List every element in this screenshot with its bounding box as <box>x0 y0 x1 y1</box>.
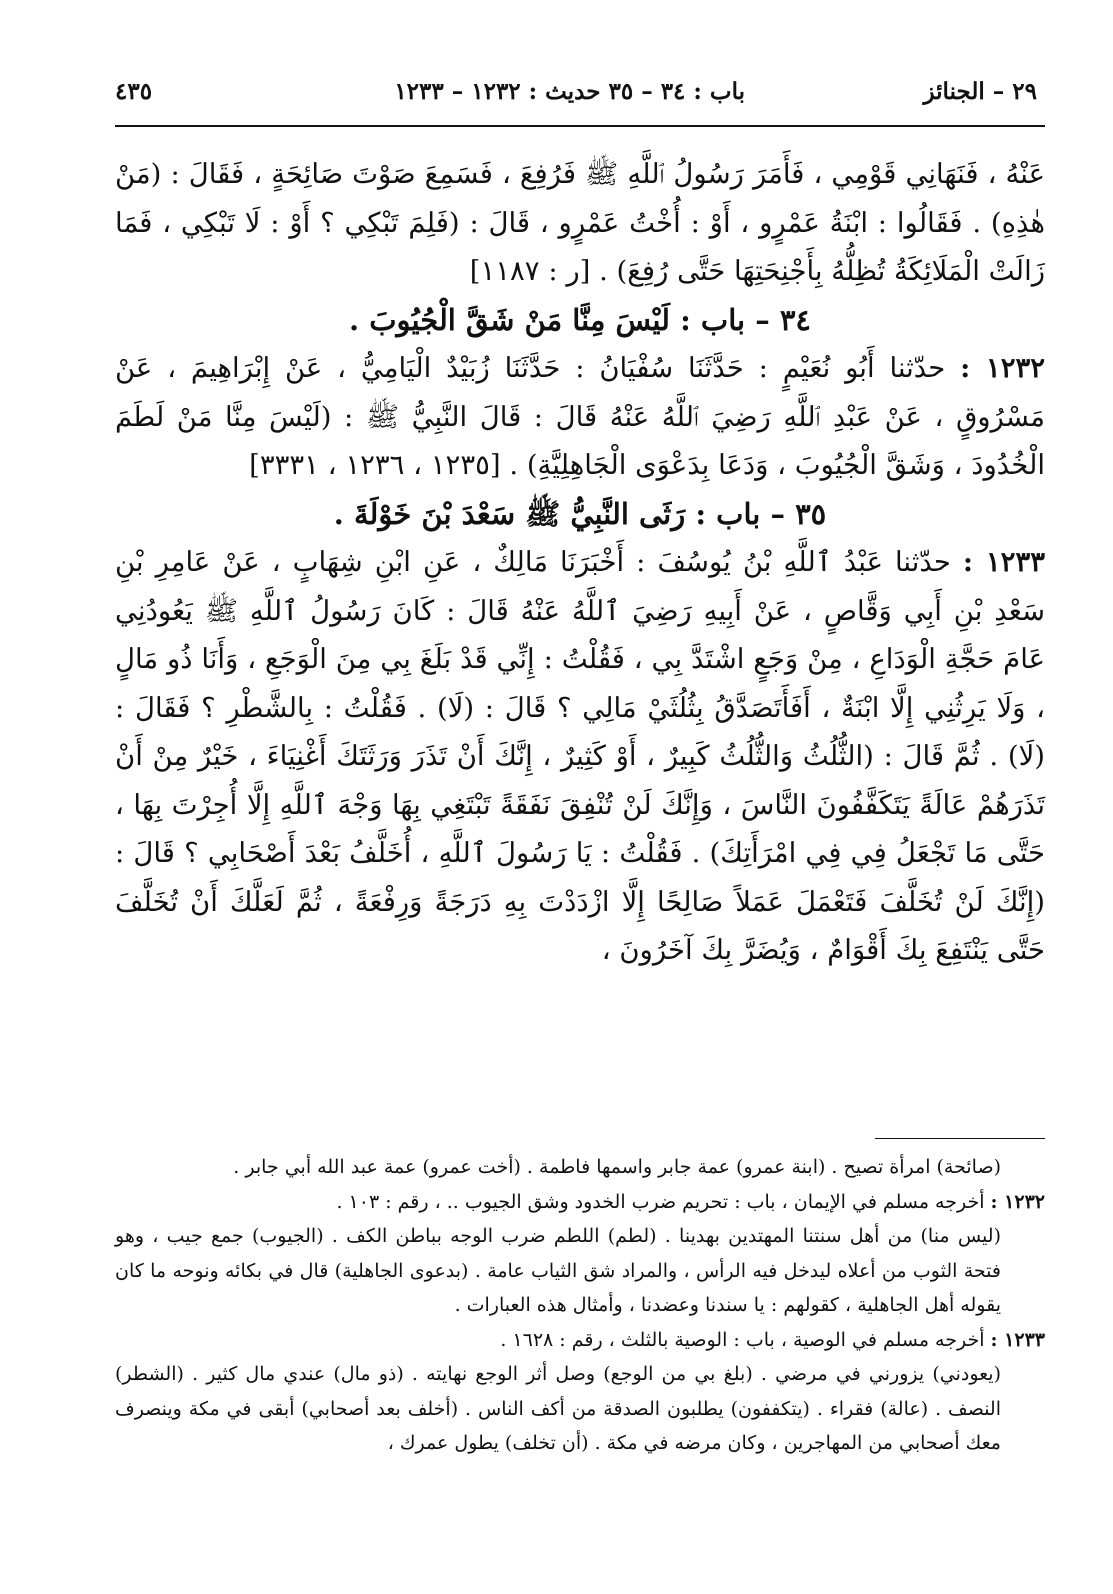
chapter-title: ٢٩ – الجنائز <box>923 78 1037 105</box>
chapter-hadith-reference: باب : ٣٤ – ٣٥ حديث : ١٢٣٢ – ١٢٣٣ <box>394 78 745 105</box>
footnote-1232-gloss: (ليس منا) من أهل سنتنا المهتدين بهدينا . (لطم) اللطم ضرب الوجه بباطن الكف . (الجيوب) جمع جيب ، وهو فتحة الثوب من أعلاه ليدخل فيه الرأس ، والمراد شق الثياب عامة . (بدعوى الجاهلية) قال في بكائه ونوحه ما كان يقوله أهل الجاهلية ، كقولهم : يا سندنا وعضدنا ، وأمثال هذه العبارات . <box>115 1225 1001 1316</box>
hadith-1233 <box>115 538 1045 975</box>
footnotes <box>115 1150 1045 1461</box>
running-header <box>115 78 1045 112</box>
chapter-34-heading: ٣٤ – باب : لَيْسَ مِنَّا مَنْ شَقَّ الْجُيُوبَ . <box>349 302 811 337</box>
book-page <box>115 0 1045 1594</box>
header-divider <box>115 125 1045 127</box>
main-text <box>115 150 1045 975</box>
hadith-1233-text: حدّثنا عَبْدُ ٱللَّهِ بْنُ يُوسُفَ : أَخْبَرَنَا مَالِكٌ ، عَنِ ابْنِ شِهَابٍ ، عَنْ عَامِرِ بْنِ سَعْدِ بْنِ أَبِي وَقَّاصٍ ، عَنْ أَبِيهِ رَضِيَ ٱللَّهُ عَنْهُ قَالَ : كَانَ رَسُولُ ٱللَّهِ ﷺ يَعُودُنِي عَامَ حَجَّةِ الْوَدَاعِ ، مِنْ وَجَعٍ اشْتَدَّ بِي ، فَقُلْتُ : إِنِّي قَدْ بَلَغَ بِي مِنَ الْوَجَعِ ، وَأَنَا ذُو مَالٍ ، وَلَا يَرِثُنِي إِلَّا ابْنَةٌ ، أَفَأَتَصَدَّقُ بِثُلُثَيْ مَالِي ؟ قَالَ : (لَا) . فَقُلْتُ : بِالشَّطْرِ ؟ فَقَالَ : (لَا) . ثُمَّ قَالَ : (الثُّلُثُ وَالثُّلُثُ كَبِيرٌ ، أَوْ كَثِيرٌ ، إِنَّكَ أَنْ تَذَرَ وَرَثَتَكَ أَغْنِيَاءَ ، خَيْرٌ مِنْ أَنْ تَذَرَهُمْ عَالَةً يَتَكَفَّفُونَ النَّاسَ ، وَإِنَّكَ لَنْ تُنْفِقَ نَفَقَةً تَبْتَغِي بِهَا وَجْهَ ٱللَّهِ إِلَّا أُجِرْتَ بِهَا ، حَتَّى مَا تَجْعَلُ فِي فِي امْرَأَتِكَ) . فَقُلْتُ : يَا رَسُولَ ٱللَّهِ ، أُخَلَّفُ بَعْدَ أَصْحَابِي ؟ قَالَ : (إِنَّكَ لَنْ تُخَلَّفَ فَتَعْمَلَ عَمَلاً صَالِحًا إِلَّا ازْدَدْتَ بِهِ دَرَجَةً وَرِفْعَةً ، ثُمَّ لَعَلَّكَ أَنْ تُخَلَّفَ حَتَّى يَنْتَفِعَ بِكَ أَقْوَامٌ ، وَيُضَرَّ بِكَ آخَرُونَ ، <box>115 546 1045 966</box>
footnote-gloss-previous: (صائحة) امرأة تصيح . (ابنة عمرو) عمة جابر واسمها فاطمة . (أخت عمرو) عمة عبد الله أبي جابر . <box>233 1156 1001 1178</box>
footnote-1233-gloss: (يعودني) يزورني في مرضي . (بلغ بي من الوجع) وصل أثر الوجع نهايته . (ذو مال) عندي مال كثير . (الشطر) النصف . (عالة) فقراء . (يتكففون) يطلبون الصدقة من أكف الناس . (أخلف بعد أصحابي) أبقى في مكة وينصرف معك أصحابي من المهاجرين ، وكان مرضه في مكة . (أن تخلف) يطول عمرك ، <box>115 1363 1001 1454</box>
page-number: ٤٣٥ <box>115 78 153 105</box>
footnote-1233-number: ١٢٣٣ : <box>990 1328 1045 1351</box>
footnote-divider <box>875 1138 1045 1139</box>
footnote-1233-source-line <box>115 1323 1045 1358</box>
footnote-1232-source: أخرجه مسلم في الإيمان ، باب : تحريم ضرب الخدود وشق الجيوب .. ، رقم : ١٠٣ . <box>336 1190 985 1213</box>
chapter-35-heading: ٣٥ – باب : رَثَى النَّبِيُّ ﷺ سَعْدَ بْنَ خَوْلَةَ . <box>333 496 827 531</box>
footnote-1232-number: ١٢٣٢ : <box>990 1190 1045 1213</box>
footnote-1233-source: أخرجه مسلم في الوصية ، باب : الوصية بالثلث ، رقم : ١٦٢٨ . <box>500 1328 985 1351</box>
hadith-1233-number: ١٢٣٣ : <box>962 546 1045 578</box>
footnote-1232-source-line <box>115 1185 1045 1220</box>
hadith-1232-number: ١٢٣٢ : <box>960 352 1046 384</box>
hadith-1232-text: حدّثنا أَبُو نُعَيْمٍ : حَدَّثَنَا سُفْيَانُ : حَدَّثَنَا زُبَيْدٌ الْيَامِيُّ ، عَنْ إِبْرَاهِيمَ ، عَنْ مَسْرُوقٍ ، عَنْ عَبْدِ ٱللَّهِ رَضِيَ ٱللَّهُ عَنْهُ قَالَ : قَالَ النَّبِيُّ ﷺ : (لَيْسَ مِنَّا مَنْ لَطَمَ الْخُدُودَ ، وَشَقَّ الْجُيُوبَ ، وَدَعَا بِدَعْوَى الْجَاهِلِيَّةِ) . [١٢٣٥ ، ١٢٣٦ ، ٣٣٣١] <box>115 352 1045 481</box>
hadith-1232 <box>115 344 1045 490</box>
continued-hadith-text: عَنْهُ ، فَنَهَانِي قَوْمِي ، فَأَمَرَ رَسُولُ ٱللَّهِ ﷺ فَرُفِعَ ، فَسَمِعَ صَوْتَ صَائِحَةٍ ، فَقَالَ : (مَنْ هٰذِهِ) . فَقَالُوا : ابْنَةُ عَمْرٍو ، أَوْ : أُخْتُ عَمْرٍو ، قَالَ : (فَلِمَ تَبْكِي ؟ أَوْ : لَا تَبْكِي ، فَمَا زَالَتْ الْمَلَائِكَةُ تُظِلُّهُ بِأَجْنِحَتِهَا حَتَّى رُفِعَ) . [ر : ١١٨٧] <box>115 158 1045 287</box>
